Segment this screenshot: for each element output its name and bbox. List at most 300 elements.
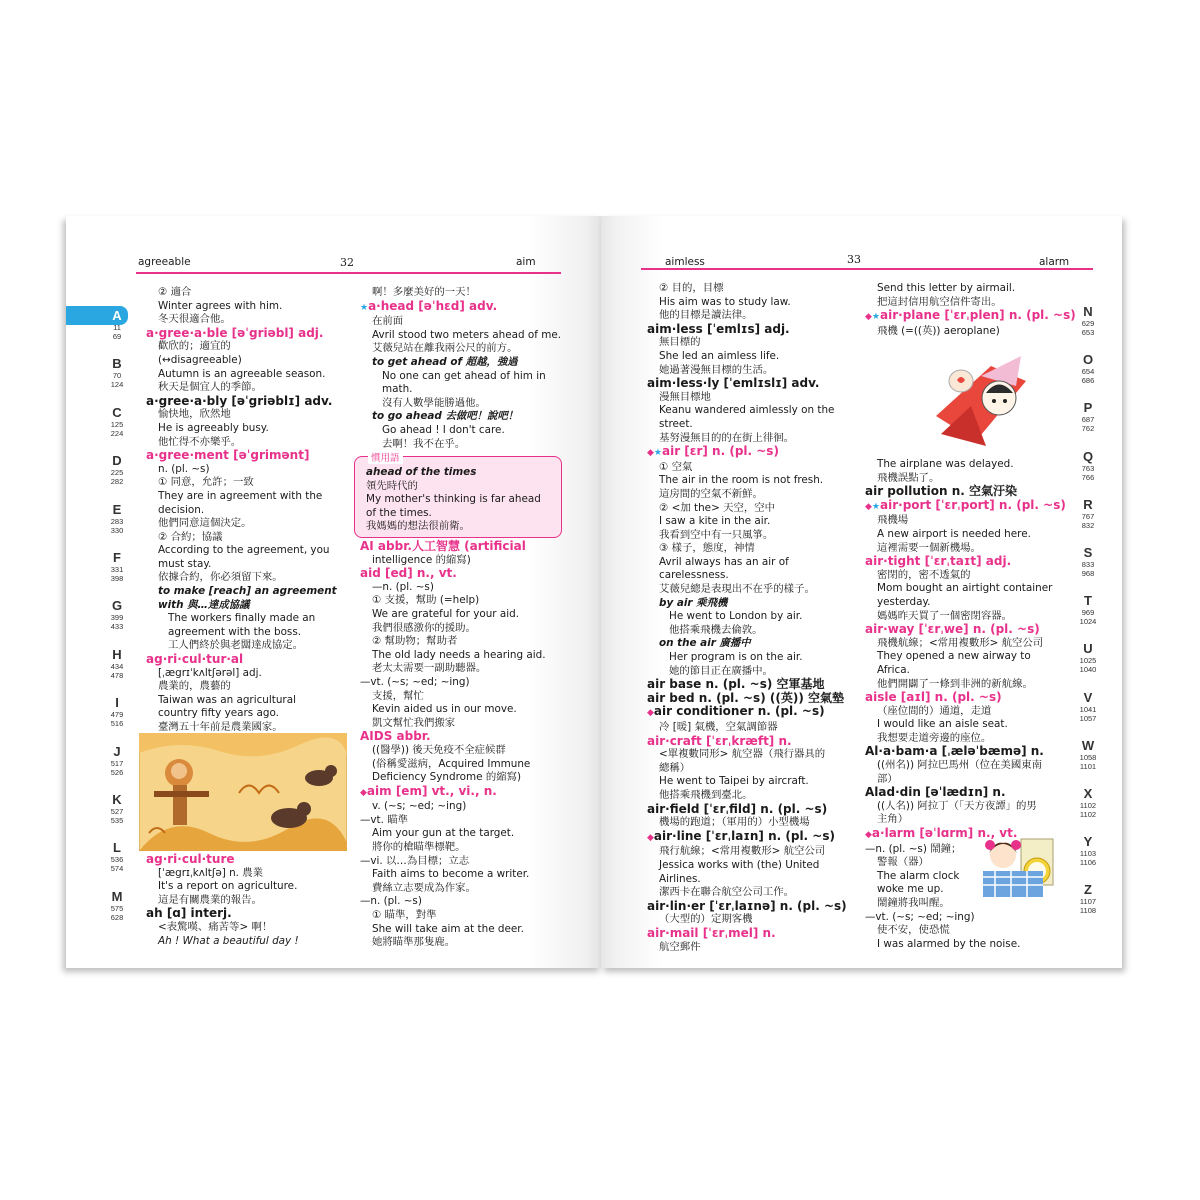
definition: ((醫學)) 後天免疫不全症候群 <box>372 743 506 756</box>
example-zh: 我看到空中有一只風箏。 <box>659 528 774 541</box>
headword: air·way [ˈɛrˌwe] n. (pl. ~s) <box>865 622 1040 637</box>
definition: 警報（器） <box>877 856 929 869</box>
headword: a·gree·a·bly [əˈgriəblɪ] adv. <box>146 393 333 408</box>
pos: v. (~s; ~ed; ~ing) <box>372 800 467 813</box>
thumb-page-from: 1041 <box>1079 704 1097 714</box>
thumb-letter: B <box>112 356 122 372</box>
example-zh: 她的節目正在廣播中。 <box>669 664 773 677</box>
thumb-page-from: 536 <box>110 855 124 865</box>
idiom-example-zh: 我媽媽的想法很前衛。 <box>366 520 470 533</box>
thumb-tab-f[interactable] <box>100 550 134 583</box>
idiom-phrase: ahead of the times <box>366 466 477 478</box>
example-en: Jessica works with (the) United <box>659 858 820 871</box>
thumb-page-to: 1024 <box>1079 617 1097 627</box>
definition: ① 瞄準，對準 <box>372 909 437 922</box>
pos: n. (pl. ~s) <box>158 462 210 475</box>
thumb-page-to: 1106 <box>1079 858 1097 868</box>
thumb-letter: C <box>112 404 122 420</box>
definition: ② 合約；協議 <box>158 530 223 543</box>
diamond-icon: ◆ <box>865 501 872 512</box>
thumb-page-from: 763 <box>1081 463 1095 473</box>
example-en: Her program is on the air. <box>669 651 803 664</box>
example-en: Ah ! What a beautiful day ! <box>158 934 299 947</box>
example-en: The airplane was delayed. <box>877 458 1014 470</box>
thumb-letter: L <box>113 840 121 856</box>
headword: a·gree·ment [əˈgrimənt] <box>146 448 310 463</box>
headword: ag·ri·cul·ture <box>146 852 235 866</box>
example-zh: 鬧鐘將我叫醒。 <box>877 897 950 909</box>
definition: 航空郵件 <box>659 940 701 953</box>
thumb-letter: H <box>112 646 122 662</box>
definition: ① 同意，允許；一致 <box>158 476 254 489</box>
thumb-page-from: 1107 <box>1079 897 1097 907</box>
headword: ag·ri·cul·tur·al <box>146 652 244 667</box>
column-2 <box>360 286 561 451</box>
thumb-page-to: 224 <box>110 428 124 438</box>
example-en: He went to London by air. <box>669 610 803 623</box>
thumb-tab-x[interactable] <box>1071 786 1105 819</box>
definition: <單複數同形> 航空器（飛行器具的 <box>659 748 826 761</box>
pos: —vt. (~s; ~ed; ~ing) <box>360 675 470 688</box>
example-en: I was alarmed by the noise. <box>877 937 1021 950</box>
thumb-letter: D <box>112 453 122 469</box>
example-en: yesterday. <box>877 595 931 608</box>
example-en: Mom bought an airtight container <box>877 582 1053 595</box>
thumb-page-to: 1102 <box>1079 810 1097 819</box>
diamond-icon: ◆ <box>647 448 654 459</box>
example-zh: 把這封信用航空信件寄出。 <box>877 295 1002 308</box>
example-en: Airlines. <box>659 872 701 885</box>
thumb-tab-b[interactable] <box>100 356 134 389</box>
headword: air [ɛr] n. (pl. ~s) <box>662 444 779 459</box>
phrase: to make [reach] an agreement <box>158 585 337 598</box>
pos: —vi. 以…為目標；立志 <box>360 854 470 867</box>
headword: air·craft [ˈɛrˌkræft] n. <box>647 733 792 748</box>
thumb-letter: J <box>113 743 121 759</box>
definition: ② 目的，目標 <box>659 282 724 294</box>
headword: ah [ɑ] interj. <box>146 906 232 921</box>
example-en: Faith aims to become a writer. <box>372 868 530 881</box>
example-zh: 他忙得不亦樂乎。 <box>158 435 242 448</box>
thumb-letter: T <box>1084 593 1092 609</box>
example-en: They are in agreement with the <box>158 489 323 502</box>
example-zh: 基努漫無目的的在街上徘徊。 <box>659 431 795 444</box>
example-zh: 他們同意這個決定。 <box>158 517 252 530</box>
thumb-letter: X <box>1083 786 1093 801</box>
pronunciation: [ˈægrɪˌkʌltʃə] n. 農業 <box>158 866 264 879</box>
example-en: It's a report on agriculture. <box>158 880 298 893</box>
thumb-letter: W <box>1081 737 1095 753</box>
definition: 冷 [暖] 氣機，空氣調節器 <box>659 721 778 733</box>
headword: aid [ed] n., vt. <box>360 566 457 581</box>
thumb-page-from: 767 <box>1081 511 1095 521</box>
header-rule <box>136 272 561 274</box>
thumb-tab-s[interactable] <box>1071 545 1105 578</box>
thumb-tab-y[interactable] <box>1071 834 1105 867</box>
example-zh: 啊！多麼美好的一天！ <box>372 286 476 298</box>
definition: 無目標的 <box>659 336 701 349</box>
example-zh: 他搭乘飛機到臺北。 <box>659 788 753 801</box>
thumb-letter: I <box>115 695 119 711</box>
headword: a·gree·a·ble [əˈgriəbl] adj. <box>146 325 324 340</box>
headword: air pollution n. 空氣汙染 <box>865 484 1018 499</box>
thumb-letter: Y <box>1083 834 1093 850</box>
headword: aisle [aɪl] n. (pl. ~s) <box>865 690 1002 705</box>
column-2-top <box>865 282 1076 338</box>
thumb-page-from: 687 <box>1081 415 1095 425</box>
headword: air bed n. (pl. ~s) ((英)) 空氣墊 <box>647 690 844 705</box>
definition: （大型的）定期客機 <box>659 913 753 926</box>
thumb-page-from: 479 <box>110 710 124 720</box>
definition: 農業的，農藝的 <box>158 680 231 693</box>
thumb-page-to: 516 <box>110 719 124 729</box>
example-zh: 飛機誤點了。 <box>877 471 940 484</box>
pos: —vt. (~s; ~ed; ~ing) <box>865 910 975 923</box>
pos: —n. (pl. ~s) <box>372 580 434 593</box>
thumb-letter: V <box>1083 689 1093 705</box>
thumb-tab-r[interactable] <box>1071 497 1105 530</box>
star-icon: ★ <box>653 448 662 459</box>
thumb-letter: M <box>111 888 123 904</box>
thumb-letter: G <box>111 598 123 614</box>
definition: ① 支援，幫助 (=help) <box>372 594 480 607</box>
star-icon: ★ <box>871 501 880 512</box>
thumb-page-to: 535 <box>110 816 124 825</box>
definition: （座位間的）通道，走道 <box>877 704 992 717</box>
thumb-letter: A <box>112 308 122 323</box>
thumb-tab-v[interactable] <box>1071 690 1105 723</box>
entry-line: ② 適合 <box>158 286 192 298</box>
thumb-tab-u[interactable] <box>1071 641 1105 674</box>
example-zh: 將你的槍瞄準標靶。 <box>372 841 466 854</box>
example-en: I would like an aisle seat. <box>877 718 1008 731</box>
definition: 密閉的，密不透氣的 <box>877 568 971 581</box>
thumb-page-to: 433 <box>110 622 124 632</box>
thumb-page-to: 124 <box>110 380 124 390</box>
thumb-page-from: 434 <box>110 661 124 671</box>
column-1 <box>647 282 847 954</box>
example-en: decision. <box>158 503 205 516</box>
example-en: I saw a kite in the air. <box>659 515 771 528</box>
diamond-icon: ◆ <box>360 787 367 798</box>
idiom-content <box>366 466 541 534</box>
example-zh: 工人們終於與老闆達成協定。 <box>168 639 304 652</box>
example-zh: 臺灣五十年前是農業國家。 <box>158 721 283 733</box>
example-en: Keanu wandered aimlessly on the <box>659 404 835 417</box>
guide-word-left: aimless <box>665 256 705 268</box>
thumb-letter: N <box>1083 304 1093 319</box>
left-page <box>66 216 602 968</box>
thumb-page-from: 11 <box>113 323 121 332</box>
guide-word-right: aim <box>516 256 536 268</box>
thumb-letter: E <box>112 501 122 517</box>
thumb-letter: K <box>112 792 122 807</box>
headword: air conditioner n. (pl. ~s) <box>653 704 825 719</box>
headword: a·head [əˈhɛd] adv. <box>368 298 498 313</box>
thumb-page-to: 968 <box>1081 569 1095 578</box>
definition: 支援，幫忙 <box>372 689 424 702</box>
example-en: The old lady needs a hearing aid. <box>372 648 546 661</box>
star-icon: ★ <box>871 312 880 323</box>
thumb-page-to: 398 <box>110 574 124 583</box>
thumb-tab-w[interactable] <box>1071 738 1105 771</box>
headword: aim·less·ly [ˈemlɪslɪ] adv. <box>647 376 820 391</box>
thumb-page-from: 517 <box>110 758 124 768</box>
example-zh: 這房間的空氣不新鮮。 <box>659 487 763 500</box>
example-en: Winter agrees with him. <box>158 299 283 312</box>
thumb-page-from: 331 <box>110 565 124 574</box>
headword: aim·less [ˈemlɪs] adj. <box>647 321 790 336</box>
definition: 愉快地，欣然地 <box>158 408 231 421</box>
definition: 主角） <box>877 813 909 826</box>
thumb-tab-p[interactable] <box>1071 400 1105 433</box>
thumb-tab-h[interactable] <box>100 647 134 680</box>
thumb-page-to: 574 <box>110 864 124 874</box>
headword: air·port [ˈɛrˌport] n. (pl. ~s) <box>880 497 1066 512</box>
example-en: His aim was to study law. <box>659 295 791 308</box>
thumb-page-from: 575 <box>110 903 124 913</box>
thumb-page-to: 478 <box>110 670 124 680</box>
example-en: She led an aimless life. <box>659 349 780 362</box>
example-zh: 去啊！我不在乎。 <box>382 437 466 450</box>
thumb-page-from: 399 <box>110 613 124 623</box>
alarm-clock-illustration <box>981 831 1057 901</box>
phrase: with 與…達成協議 <box>158 598 250 611</box>
example-zh: 我們很感激你的援助。 <box>372 621 476 634</box>
headword: Al·a·bam·a [ˌæləˈbæmə] n. <box>865 744 1044 759</box>
definition: ③ 樣子，態度，神情 <box>659 542 755 555</box>
example-en: carelessness. <box>659 569 729 582</box>
example-en: agreement with the boss. <box>168 625 302 638</box>
definition: 飛機航線；<常用複數形> 航空公司 <box>877 636 1044 649</box>
example-zh: 依據合約，你必須留下來。 <box>158 571 283 584</box>
example-en: Go ahead ! I don't care. <box>382 423 505 436</box>
thumb-tab-t[interactable] <box>1071 593 1105 626</box>
example-en: street. <box>659 417 693 430</box>
example-en: Aim your gun at the target. <box>372 827 515 840</box>
example-zh: 這裡需要一個新機場。 <box>877 541 981 554</box>
right-page <box>601 216 1122 968</box>
headword: air base n. (pl. ~s) 空軍基地 <box>647 677 825 692</box>
thumb-tab-l[interactable] <box>100 840 134 873</box>
thumb-tab-d[interactable] <box>100 453 134 486</box>
header-rule <box>641 268 1093 270</box>
page-number: 33 <box>847 253 861 266</box>
thumb-tab-c[interactable] <box>100 405 134 438</box>
thumb-letter: Z <box>1084 882 1092 898</box>
headword: AIDS abbr. <box>360 729 431 744</box>
definition: 飛行航線；<常用複數形> 航空公司 <box>659 845 826 858</box>
example-en: Avril stood two meters ahead of me. <box>372 328 562 341</box>
thumb-page-to: 1057 <box>1079 713 1097 723</box>
example-zh: 沒有人數學能勝過他。 <box>382 396 486 409</box>
thumb-page-from: 629 <box>1081 319 1095 328</box>
example-en: Send this letter by airmail. <box>877 282 1016 294</box>
thumb-page-to: 762 <box>1081 424 1095 434</box>
thumb-tab-g[interactable] <box>100 598 134 631</box>
column-2-after <box>360 540 546 950</box>
definition: <表驚嘆、痛苦等> 啊！ <box>158 920 273 933</box>
pos: —n. (pl. ~s) 鬧鐘； <box>865 842 962 855</box>
thumb-tab-j[interactable] <box>100 744 134 777</box>
phrase: on the air 廣播中 <box>659 637 751 650</box>
thumb-page-from: 1058 <box>1079 752 1097 762</box>
thumb-tab-o[interactable] <box>1071 352 1105 385</box>
headword: AI abbr.人工智慧 (artificial <box>360 539 526 553</box>
example-en: must stay. <box>158 557 212 570</box>
thumb-page-from: 969 <box>1081 608 1095 618</box>
example-en: Taiwan was an agricultural <box>158 693 296 706</box>
thumb-page-to: 1101 <box>1079 761 1097 771</box>
thumb-page-to: 766 <box>1081 472 1095 482</box>
definition: 飛機場 <box>877 514 909 527</box>
example-en: The workers finally made an <box>168 612 316 625</box>
idiom-label: 慣用語 <box>368 450 403 464</box>
phrase: by air 乘飛機 <box>659 596 728 609</box>
thumb-page-from: 70 <box>112 371 122 381</box>
example-en: He went to Taipei by aircraft. <box>659 775 809 788</box>
definition: (俗稱愛滋病，Acquired Immune <box>372 757 531 770</box>
definition: ① 空氣 <box>659 460 693 473</box>
definition: 總稱） <box>659 761 691 774</box>
example-en: The alarm clock <box>877 869 960 882</box>
thumb-tab-k[interactable] <box>100 792 134 825</box>
thumb-page-to: 1108 <box>1079 906 1097 916</box>
example-zh: 凱文幫忙我們搬家 <box>372 716 456 729</box>
example-zh: 秋天是個宜人的季節。 <box>158 381 262 394</box>
example-en: The air in the room is not fresh. <box>659 474 824 487</box>
idiom-example: of the times. <box>366 506 432 519</box>
example-en: According to the agreement, you <box>158 544 330 557</box>
thumb-tab-e[interactable] <box>100 502 134 535</box>
thumb-tab-i[interactable] <box>100 695 134 728</box>
headword: air·field [ˈɛrˌfild] n. (pl. ~s) <box>647 801 828 816</box>
definition: ② <加 the> 天空，空中 <box>659 501 776 514</box>
headword: Alad·din [əˈlædɪn] n. <box>865 785 1006 800</box>
thumb-tab-q[interactable] <box>1071 449 1105 482</box>
example-zh: 老太太需要一副助聽器。 <box>372 662 487 675</box>
thumb-letter: F <box>113 550 121 565</box>
thumb-letter: O <box>1082 352 1094 368</box>
thumb-page-to: 526 <box>110 767 124 777</box>
example-en: We are grateful for your aid. <box>372 607 520 620</box>
thumb-page-from: 654 <box>1081 367 1095 377</box>
column-1 <box>146 286 337 735</box>
pos: —vt. 瞄準 <box>360 813 409 826</box>
pos: —n. (pl. ~s) <box>360 895 422 908</box>
definition: 歡欣的；適宜的 <box>158 340 231 353</box>
example-zh: 她將瞄準那隻鹿。 <box>372 936 456 949</box>
thumb-letter: S <box>1083 545 1093 560</box>
definition: intelligence 的縮寫) <box>372 553 471 566</box>
thumb-letter: P <box>1083 400 1093 416</box>
thumb-tab-m[interactable] <box>100 889 134 922</box>
column-1-bottom <box>146 853 299 948</box>
headword: a·larm [əˈlɑrm] n., vt. <box>871 826 1018 841</box>
definition: ② 幫助物；幫助者 <box>372 635 458 648</box>
thumb-tab-n[interactable] <box>1071 304 1105 337</box>
example-zh: 潔西卡在聯合航空公司工作。 <box>659 886 795 899</box>
example-zh: 他搭乘飛機去倫敦。 <box>669 623 763 636</box>
definition: 機場的跑道；（軍用的）小型機場 <box>659 816 810 829</box>
diamond-icon: ◆ <box>865 830 872 841</box>
example-en: Avril always has an air of <box>659 555 789 568</box>
guide-word-left: agreeable <box>138 256 191 268</box>
example-zh: 我想要走道旁邊的座位。 <box>877 731 992 744</box>
diamond-icon: ◆ <box>647 832 654 843</box>
headword: aim [em] vt., vi., n. <box>366 783 497 798</box>
thumb-letter: U <box>1083 641 1093 657</box>
diamond-icon: ◆ <box>647 708 654 719</box>
definition: ((州名)) 阿拉巴馬州（位在美國東南 <box>877 759 1042 772</box>
example-zh: 艾薇兒總是表現出不在乎的樣子。 <box>659 583 815 596</box>
thumb-page-to: 653 <box>1081 328 1095 337</box>
thumb-tab-z[interactable] <box>1071 882 1105 915</box>
example-zh: 冬天很適合他。 <box>158 313 231 326</box>
star-icon: ★ <box>360 302 369 313</box>
thumb-page-from: 527 <box>110 807 124 816</box>
pronunciation: [ˌægrɪˈkʌltʃərəl] adj. <box>158 666 262 679</box>
example-zh: 她過著漫無目標的生活。 <box>659 363 774 376</box>
example-en: Kevin aided us in our move. <box>372 703 517 716</box>
example-en: She will take aim at the deer. <box>372 922 524 935</box>
example-en: math. <box>382 383 413 396</box>
headword: air·mail [ˈɛrˌmel] n. <box>647 925 776 940</box>
definition: (↔disagreeable) <box>158 353 242 366</box>
example-zh: 這是有關農業的報告。 <box>158 893 262 906</box>
example-en: Africa. <box>877 663 910 676</box>
example-en: He is agreeably busy. <box>158 421 269 434</box>
thumb-page-to: 282 <box>110 477 124 487</box>
thumb-page-from: 1102 <box>1079 801 1097 810</box>
thumb-page-from: 833 <box>1081 560 1095 569</box>
thumb-page-to: 1040 <box>1079 665 1097 675</box>
phrase: to go ahead 去做吧！說吧！ <box>372 410 519 423</box>
idiom-definition: 領先時代的 <box>366 479 418 492</box>
headword: air·lin·er [ˈɛrˌlaɪnə] n. (pl. ~s) <box>647 898 847 913</box>
thumb-letter: Q <box>1082 448 1094 464</box>
example-zh: 他的目標是讀法律。 <box>659 309 753 322</box>
thumb-page-from: 1025 <box>1079 656 1097 666</box>
example-en: country fifty years ago. <box>158 707 279 720</box>
thumb-letter: R <box>1083 496 1093 512</box>
definition: ((人名)) 阿拉丁（「天方夜譚」的男 <box>877 799 1037 812</box>
definition: 在前面 <box>372 315 404 328</box>
example-zh: 費絲立志要成為作家。 <box>372 881 476 894</box>
headword: air·plane [ˈɛrˌplen] n. (pl. ~s) <box>880 308 1076 323</box>
thumb-page-from: 225 <box>110 468 124 478</box>
page-number: 32 <box>340 256 354 269</box>
thumb-tab-a[interactable] <box>100 308 134 341</box>
definition: 飛機 (=((英)) aeroplane) <box>877 324 1000 337</box>
headword: air·line [ˈɛrˌlaɪn] n. (pl. ~s) <box>653 828 835 843</box>
example-en: They opened a new airway to <box>877 650 1031 663</box>
definition: Deficiency Syndrome 的縮寫) <box>372 771 522 784</box>
thumb-page-from: 1103 <box>1079 849 1097 859</box>
example-zh: 艾薇兒站在離我兩公尺的前方。 <box>372 342 518 355</box>
definition: 使不安，使恐慌 <box>877 924 950 937</box>
example-en: woke me up. <box>877 883 944 896</box>
example-zh: 媽媽昨天買了一個密閉容器。 <box>877 609 1013 622</box>
thumb-page-to: 628 <box>110 912 124 922</box>
phrase: to get ahead of 超越，強過 <box>372 355 518 368</box>
headword: air·tight [ˈɛrˌtaɪt] adj. <box>865 554 1012 569</box>
diamond-icon: ◆ <box>865 312 872 323</box>
thumb-page-to: 832 <box>1081 520 1095 530</box>
thumb-page-to: 330 <box>110 525 124 535</box>
thumb-page-to: 686 <box>1081 376 1095 386</box>
example-en: Autumn is an agreeable season. <box>158 367 326 380</box>
